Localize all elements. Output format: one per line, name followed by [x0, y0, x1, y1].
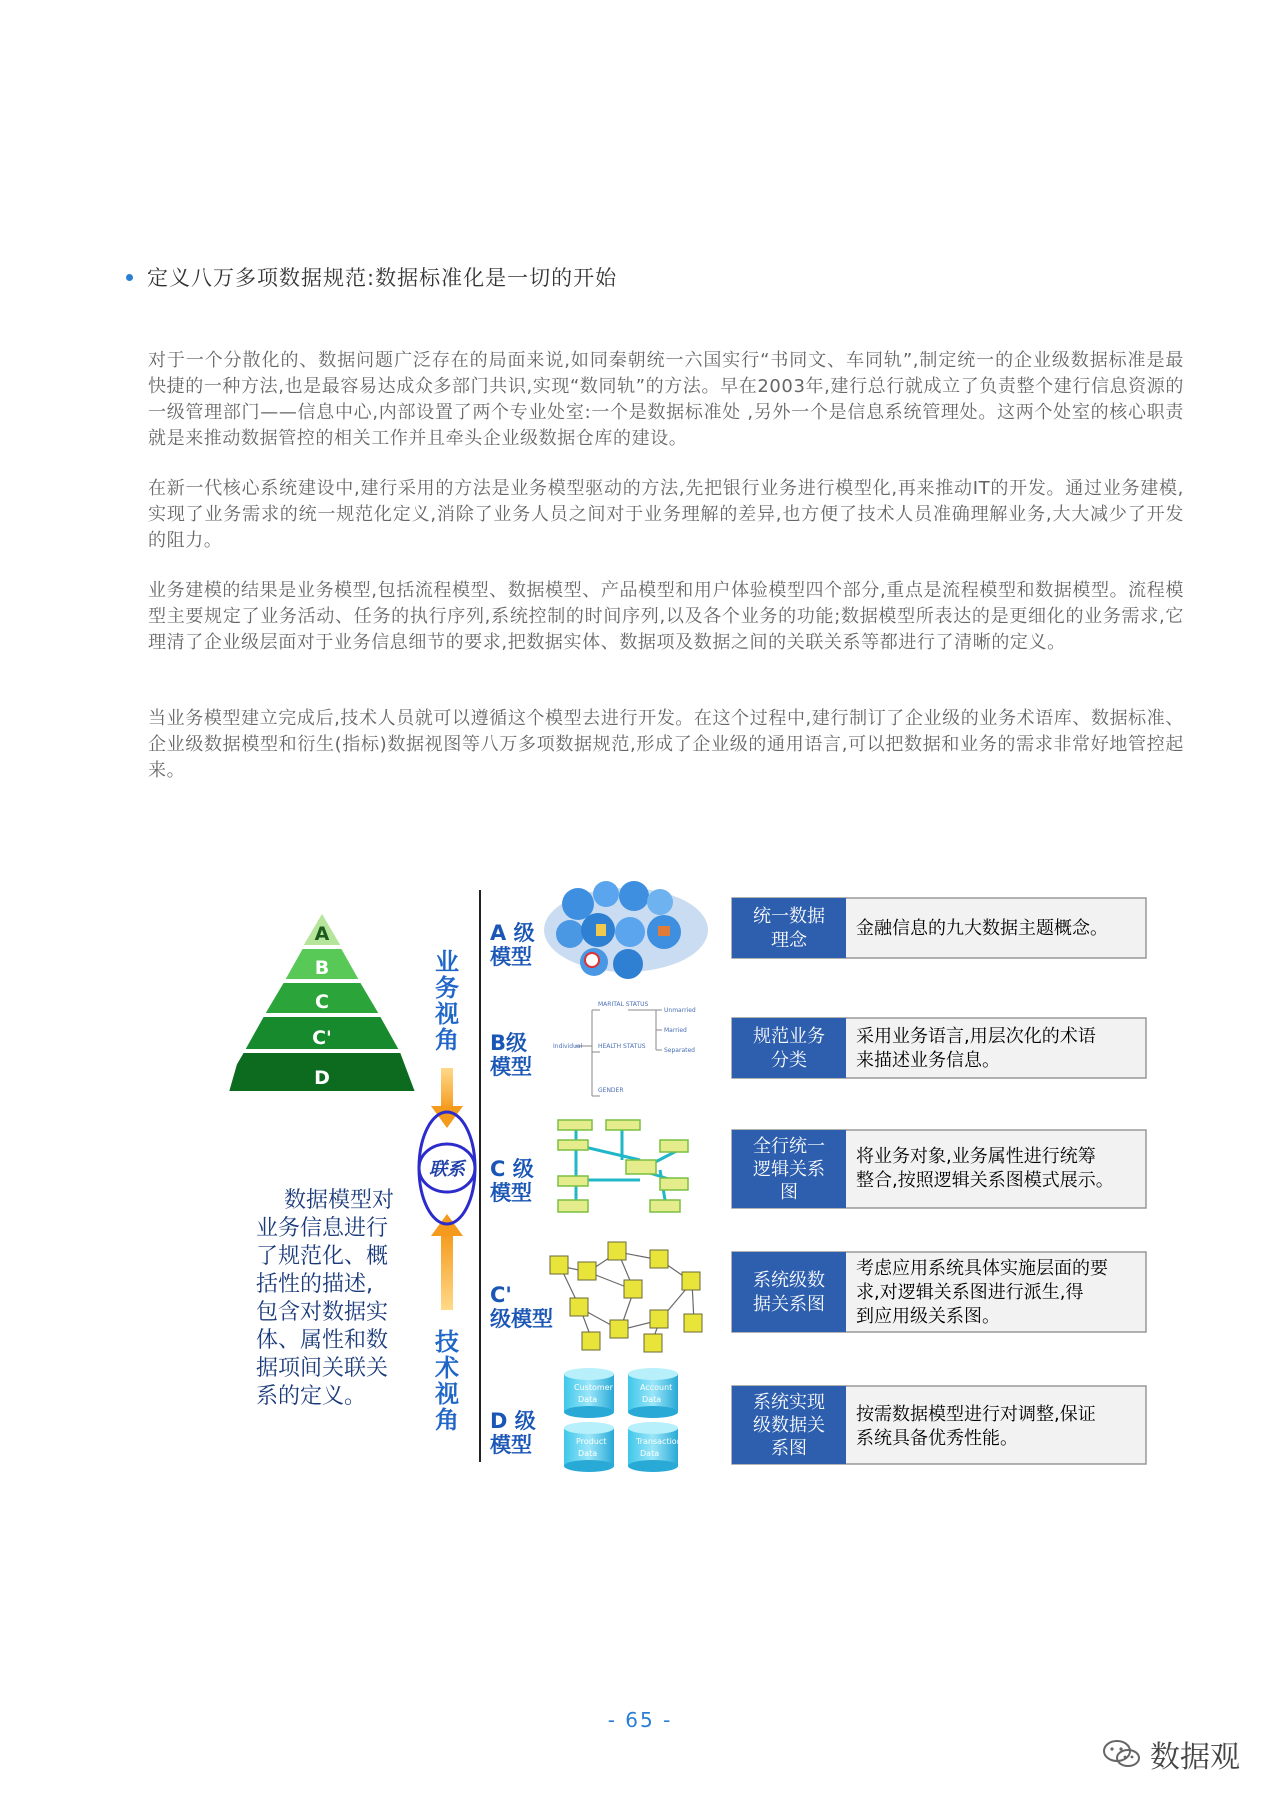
arrow-down-shaft — [441, 1068, 453, 1110]
database-top — [628, 1368, 678, 1380]
box-desc: 到应用级关系图。 — [856, 1306, 1000, 1327]
network-node — [578, 1262, 596, 1280]
description-line-2: 业务信息进行 — [256, 1216, 389, 1241]
database-top — [564, 1368, 614, 1380]
box-desc: 来描述业务信息。 — [856, 1050, 1000, 1071]
box-desc: 按需数据模型进行对调整,保证 — [856, 1404, 1096, 1425]
tree-node: HEALTH STATUS — [598, 1043, 646, 1050]
network-node — [682, 1272, 700, 1290]
paragraph-1: 对于一个分散化的、数据问题广泛存在的局面来说,如同秦朝统一六国实行“书同文、车同轨”,制定统一的企业级数据标准是最快捷的一种方法,也是最容易达成众多部门共识,实现“数同轨”的方法。早在2003年,建行总行就成立了负责整个建行信息资源的一级管理部门——信息中心,内部设置了两个专业处室:一个是数据标准处 ,另外一个是信息系统管理处。这两个处室的核心职责就是来推动数据管控的相关工作并且牵头企业级数据仓库的建设。 — [148, 350, 1184, 449]
tree-node: Individual — [553, 1043, 583, 1050]
document-icon — [596, 924, 606, 936]
tree-node: MARITAL STATUS — [598, 1001, 649, 1008]
a-model-thumbnail — [544, 881, 708, 979]
level-c-box — [732, 1130, 1146, 1208]
level-d-box — [732, 1386, 1146, 1464]
database-top — [628, 1422, 678, 1434]
tree-node: GENDER — [598, 1087, 624, 1094]
bubble — [562, 888, 594, 920]
level-c-prime-name: 级模型 — [490, 1307, 553, 1331]
entity-box — [558, 1200, 588, 1212]
pyramid-label-a: A — [314, 923, 330, 945]
box-label: 理念 — [771, 930, 807, 951]
level-b-box — [732, 1018, 1146, 1078]
network-node — [550, 1256, 568, 1274]
database-label: Data — [578, 1395, 598, 1404]
tech-view-label — [434, 1328, 459, 1434]
d-model-thumbnail — [564, 1368, 682, 1472]
description-line-5: 包含对数据实 — [256, 1300, 389, 1325]
network-node — [608, 1242, 626, 1260]
level-c-prime-box — [732, 1252, 1146, 1332]
business-view-label — [434, 948, 459, 1054]
box-label: 图 — [780, 1182, 798, 1203]
network-node — [684, 1314, 702, 1332]
network-node — [582, 1332, 600, 1350]
database-label: Account — [640, 1383, 673, 1392]
entity-box — [606, 1120, 640, 1130]
database-bottom — [564, 1406, 614, 1418]
bubble — [613, 949, 643, 979]
tree-node: Unmarried — [664, 1007, 696, 1014]
bubble — [556, 920, 584, 948]
entity-box — [558, 1176, 588, 1186]
tree-node: Married — [664, 1027, 687, 1034]
database-icon — [564, 1368, 614, 1418]
pyramid — [228, 912, 416, 1092]
level-a-name: 模型 — [490, 945, 532, 969]
business-view-char: 务 — [435, 974, 459, 1002]
network-node — [650, 1310, 668, 1328]
database-label: Data — [642, 1395, 662, 1404]
watermark — [1102, 1732, 1240, 1776]
network-node — [624, 1280, 642, 1298]
pyramid-label-c: C — [315, 991, 329, 1013]
section-heading-text: 定义八万多项数据规范:数据标准化是一切的开始 — [147, 266, 618, 290]
paragraph-3: 业务建模的结果是业务模型,包括流程模型、数据模型、产品模型和用户体验模型四个部分,重点是流程模型和数据模型。流程模型主要规定了业务活动、任务的执行序列,系统控制的时间序列,以及各个业务的功能;数据模型所表达的是更细化的业务需求,它理清了企业级层面对于业务信息细节的要求,把数据实体、数据项及数据之间的关联关系等都进行了清晰的定义。 — [148, 580, 1184, 653]
box-label: 据关系图 — [753, 1294, 825, 1315]
bubble — [647, 889, 673, 915]
description-line-4: 括性的描述, — [256, 1272, 373, 1297]
link-arrows — [419, 1068, 475, 1310]
level-c-prime-name: C' — [490, 1283, 512, 1307]
entity-box — [650, 1200, 680, 1212]
description-line-1: 数据模型对 — [284, 1188, 395, 1213]
database-label: Customer — [574, 1383, 613, 1392]
entity-box — [660, 1140, 688, 1152]
database-top — [564, 1422, 614, 1434]
folder-icon — [658, 926, 670, 936]
description-line-8: 系的定义。 — [256, 1384, 367, 1409]
entity-box — [558, 1120, 592, 1130]
clock-icon — [585, 953, 599, 967]
tree-node: Separated — [664, 1047, 695, 1054]
watermark-text: 数据观 — [1150, 1740, 1240, 1775]
c-prime-model-thumbnail — [550, 1242, 702, 1352]
box-label: 级数据关 — [753, 1415, 825, 1436]
arrow-up-shaft — [441, 1232, 453, 1310]
business-view-char: 业 — [435, 948, 459, 976]
entity-box — [626, 1160, 656, 1174]
database-bottom — [628, 1460, 678, 1472]
level-a-name: A 级 — [490, 921, 535, 945]
pyramid-label-b: B — [314, 957, 330, 979]
box-label: 统一数据 — [753, 906, 825, 927]
box-desc: 考虑应用系统具体实施层面的要 — [856, 1258, 1108, 1279]
level-a-box — [732, 898, 1146, 958]
page-number: - 65 - — [607, 1708, 673, 1732]
box-label: 分类 — [771, 1050, 807, 1071]
database-icon — [628, 1422, 682, 1472]
level-b-name: B级 — [490, 1031, 528, 1055]
box-label: 系统级数 — [753, 1270, 825, 1291]
network-node — [570, 1298, 588, 1316]
pyramid-label-c-prime: C' — [312, 1027, 332, 1049]
tech-view-char: 术 — [435, 1354, 459, 1382]
b-model-thumbnail — [553, 1001, 696, 1096]
paragraph-2: 在新一代核心系统建设中,建行采用的方法是业务模型驱动的方法,先把银行业务进行模型化,再来推动IT的开发。通过业务建模,实现了业务需求的统一规范化定义,消除了业务人员之间对于业务理解的差异,也方便了技术人员准确理解业务,大大减少了开发的阻力。 — [148, 478, 1184, 551]
database-icon — [628, 1368, 678, 1418]
level-d-name: 模型 — [490, 1433, 532, 1457]
database-label: Product — [576, 1437, 607, 1446]
description-line-6: 体、属性和数 — [256, 1328, 389, 1353]
box-label: 逻辑关系 — [753, 1159, 825, 1180]
database-icon — [564, 1422, 614, 1472]
business-view-char: 角 — [435, 1026, 459, 1054]
box-label: 系统实现 — [753, 1392, 825, 1413]
network-node — [650, 1250, 668, 1268]
c-model-thumbnail — [558, 1120, 688, 1212]
entity-box — [660, 1178, 688, 1190]
description-line-3: 了规范化、概 — [256, 1244, 389, 1269]
box-desc: 求,对逻辑关系图进行派生,得 — [856, 1282, 1084, 1303]
box-label: 系图 — [771, 1438, 807, 1459]
business-view-char: 视 — [435, 1000, 459, 1028]
box-desc: 将业务对象,业务属性进行统筹 — [856, 1146, 1096, 1167]
box-desc: 采用业务语言,用层次化的术语 — [856, 1026, 1096, 1047]
network-node — [644, 1334, 662, 1352]
box-desc: 金融信息的九大数据主题概念。 — [856, 918, 1108, 939]
bubble — [615, 917, 645, 947]
level-b-name: 模型 — [490, 1055, 532, 1079]
database-label: Transaction — [636, 1437, 682, 1446]
description-line-7: 据项间关联关 — [256, 1356, 389, 1381]
database-bottom — [628, 1406, 678, 1418]
link-label: 联系 — [429, 1159, 465, 1180]
box-label: 全行统一 — [753, 1136, 825, 1157]
level-c-name: C 级 — [490, 1157, 534, 1181]
tech-view-char: 技 — [435, 1328, 459, 1356]
box-desc: 整合,按照逻辑关系图模式展示。 — [856, 1170, 1114, 1191]
database-label: Data — [640, 1449, 660, 1458]
wechat-icon — [1102, 1739, 1142, 1769]
paragraph-4: 当业务模型建立完成后,技术人员就可以遵循这个模型去进行开发。在这个过程中,建行制订了企业级的业务术语库、数据标准、企业级数据模型和衍生(指标)数据视图等八万多项数据规范,形成了企业级的通用语言,可以把数据和业务的需求非常好地管控起来。 — [148, 708, 1184, 781]
box-label-bg — [732, 1252, 846, 1332]
level-names — [490, 921, 553, 1457]
bubble — [619, 881, 649, 911]
level-c-name: 模型 — [490, 1181, 532, 1205]
tech-view-char: 角 — [435, 1406, 459, 1434]
pyramid-label-d: D — [314, 1067, 330, 1089]
database-bottom — [564, 1460, 614, 1472]
network-node — [610, 1320, 628, 1338]
bubble — [593, 881, 619, 907]
tech-view-char: 视 — [435, 1380, 459, 1408]
box-desc: 系统具备优秀性能。 — [856, 1428, 1018, 1449]
database-label: Data — [578, 1449, 598, 1458]
entity-box — [558, 1140, 588, 1150]
pyramid-description — [256, 1188, 394, 1409]
box-label: 规范业务 — [753, 1026, 825, 1047]
level-d-name: D 级 — [490, 1409, 536, 1433]
